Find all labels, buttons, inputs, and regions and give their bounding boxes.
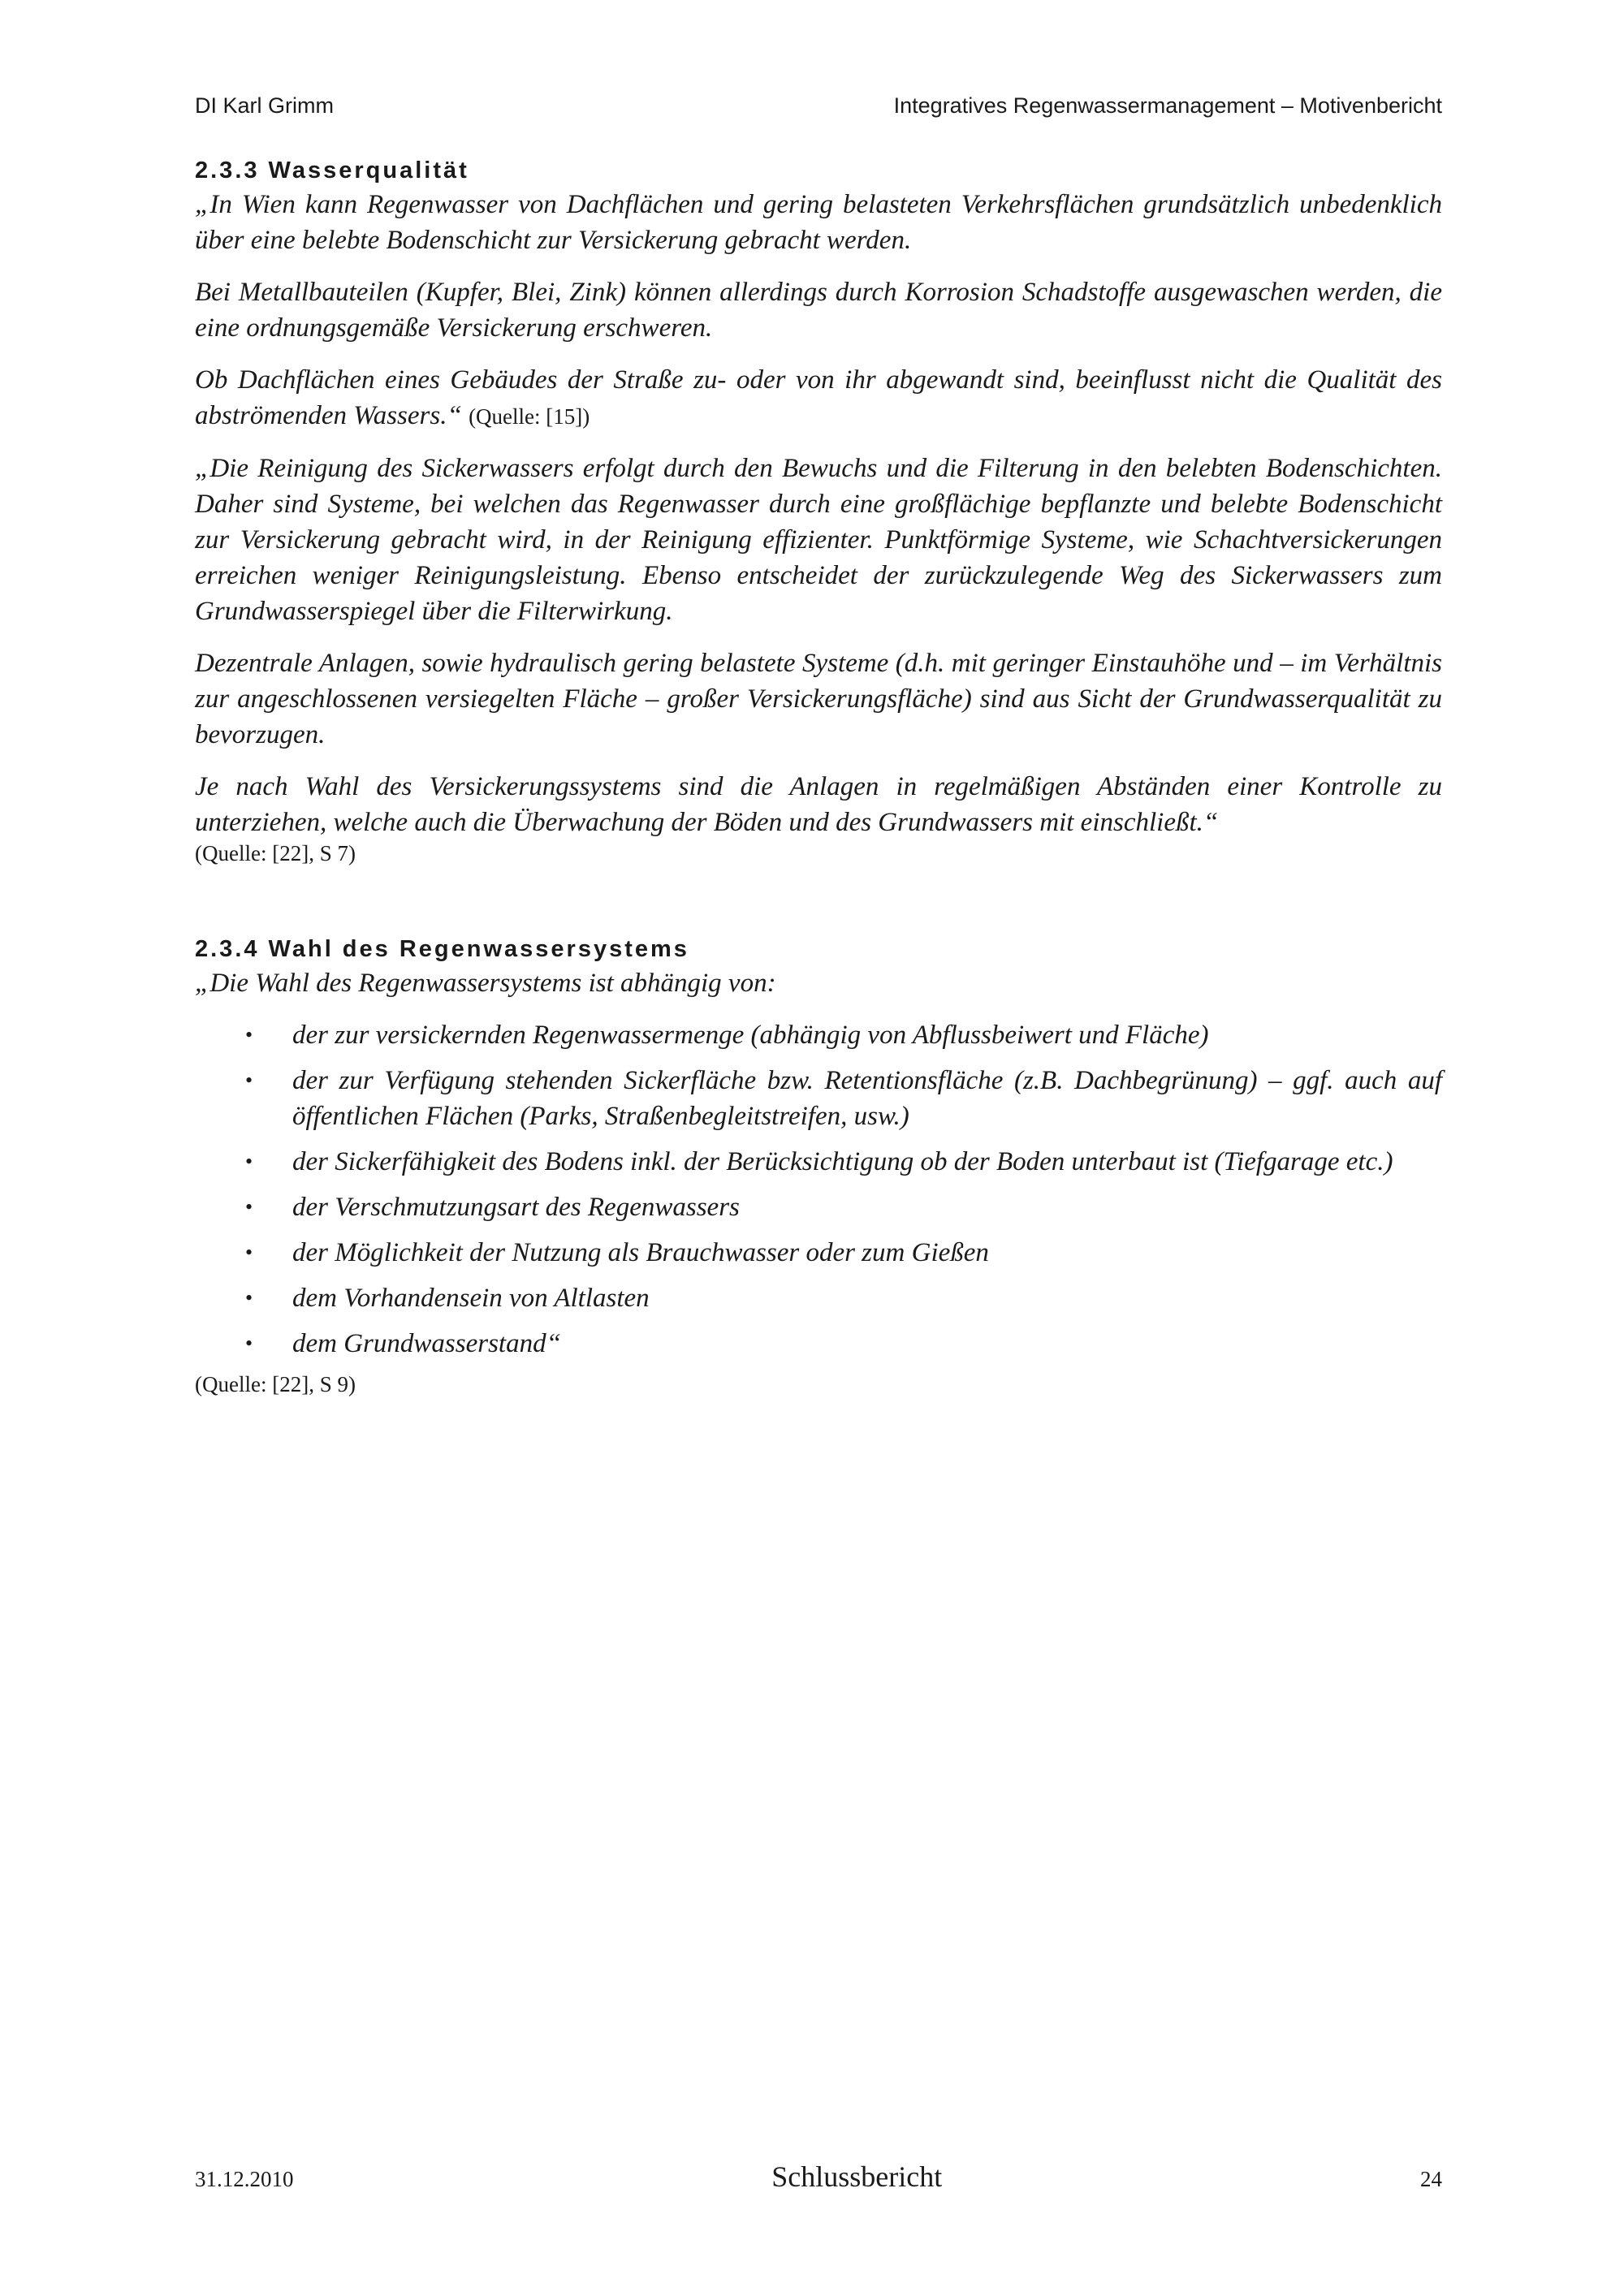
page-footer	[195, 2160, 1442, 2200]
source-citation: (Quelle: [22], S 7)	[195, 841, 356, 865]
bullet-icon: •	[245, 1023, 253, 1047]
footer-date: 31.12.2010	[195, 2167, 294, 2191]
bullet-icon: •	[245, 1068, 253, 1092]
paragraph: Dezentrale Anlagen, sowie hydraulisch gering belastete Systeme (d.h. mit geringer Einstauhöhe und – im Verhältnis zur angeschlossenen versiegelten Fläche – großer Versickerungsfläche) sind aus Sicht der Grundwasserqualität zu bevorzugen.	[195, 649, 1442, 749]
list-item-text: dem Grundwasserstand“	[292, 1329, 561, 1358]
list-item-text: dem Vorhandensein von Altlasten	[292, 1284, 650, 1313]
footer-title: Schlussbericht	[771, 2160, 943, 2193]
header-title: Integratives Regenwassermanagement – Motivenbericht	[893, 93, 1442, 118]
paragraph-text: Ob Dachflächen eines Gebäudes der Straße zu- oder von ihr abgewandt sind, beeinflusst nicht die Qualität des abströmenden Wassers.“	[195, 365, 1442, 430]
list-item	[195, 1280, 1442, 1316]
bullet-icon: •	[245, 1331, 253, 1355]
paragraph: Je nach Wahl des Versickerungssystems sind die Anlagen in regelmäßigen Abständen einer Kontrolle zu unterziehen, welche auch die Überwachung der Böden und des Grundwassers mit einschließt.“	[195, 772, 1442, 837]
page-number: 24	[1419, 2167, 1442, 2191]
list-item	[195, 1144, 1442, 1180]
header-author: DI Karl Grimm	[195, 93, 334, 118]
bullet-list	[195, 1017, 1442, 1362]
list-item	[195, 1189, 1442, 1225]
section-heading-wasserqualitaet: 2.3.3 Wasserqualität	[195, 158, 469, 183]
list-item	[195, 1063, 1442, 1134]
bullet-icon: •	[245, 1195, 253, 1219]
section-heading-wahl-regenwassersystem: 2.3.4 Wahl des Regenwassersystems	[195, 936, 689, 962]
list-item-text: der Möglichkeit der Nutzung als Brauchwasser oder zum Gießen	[292, 1238, 989, 1267]
list-item-text: der Sickerfähigkeit des Bodens inkl. der Berücksichtigung ob der Boden unterbaut ist (Tiefgarage etc.)	[292, 1147, 1393, 1176]
page-header	[195, 93, 1442, 126]
paragraph: Bei Metallbauteilen (Kupfer, Blei, Zink) können allerdings durch Korrosion Schadstoffe ausgewaschen werden, die eine ordnungsgemäße Versickerung erschweren.	[195, 278, 1442, 343]
list-item-text: der zur Verfügung stehenden Sickerfläche bzw. Retentionsfläche (z.B. Dachbegrünung) – ggf. auch auf öffentlichen Flächen (Parks, Straßenbegleitstreifen, usw.)	[292, 1066, 1442, 1131]
list-item	[195, 1017, 1442, 1053]
list-item-text: der zur versickernden Regenwassermenge (abhängig von Abflussbeiwert und Fläche)	[292, 1021, 1209, 1050]
bullet-icon: •	[245, 1241, 253, 1264]
list-intro: „Die Wahl des Regenwassersystems ist abhängig von:	[195, 969, 776, 998]
source-citation: (Quelle: [22], S 9)	[195, 1372, 356, 1396]
paragraph: „Die Reinigung des Sickerwassers erfolgt durch den Bewuchs und die Filterung in den belebten Bodenschichten. Daher sind Systeme, bei welchen das Regenwasser durch eine großflächige bepflanzte und belebte Bodenschicht zur Versickerung gebracht wird, in der Reinigung effizienter. Punktförmige Systeme, wie Schachtversickerungen erreichen weniger Reinigungsleistung. Ebenso entscheidet der zurückzulegende Weg des Sickerwassers zum Grundwasserspiegel über die Filterwirkung.	[195, 454, 1442, 626]
bullet-icon: •	[245, 1150, 253, 1173]
page-content	[195, 154, 1442, 1399]
source-citation: (Quelle: [15])	[469, 404, 590, 429]
paragraph: „In Wien kann Regenwasser von Dachflächen und gering belasteten Verkehrsflächen grundsätzlich unbedenklich über eine belebte Bodenschicht zur Versickerung gebracht werden.	[195, 190, 1442, 255]
paragraph	[195, 362, 1442, 434]
list-item	[195, 1235, 1442, 1271]
list-item-text: der Verschmutzungsart des Regenwassers	[292, 1193, 740, 1222]
bullet-icon: •	[245, 1286, 253, 1310]
list-item	[195, 1326, 1442, 1362]
